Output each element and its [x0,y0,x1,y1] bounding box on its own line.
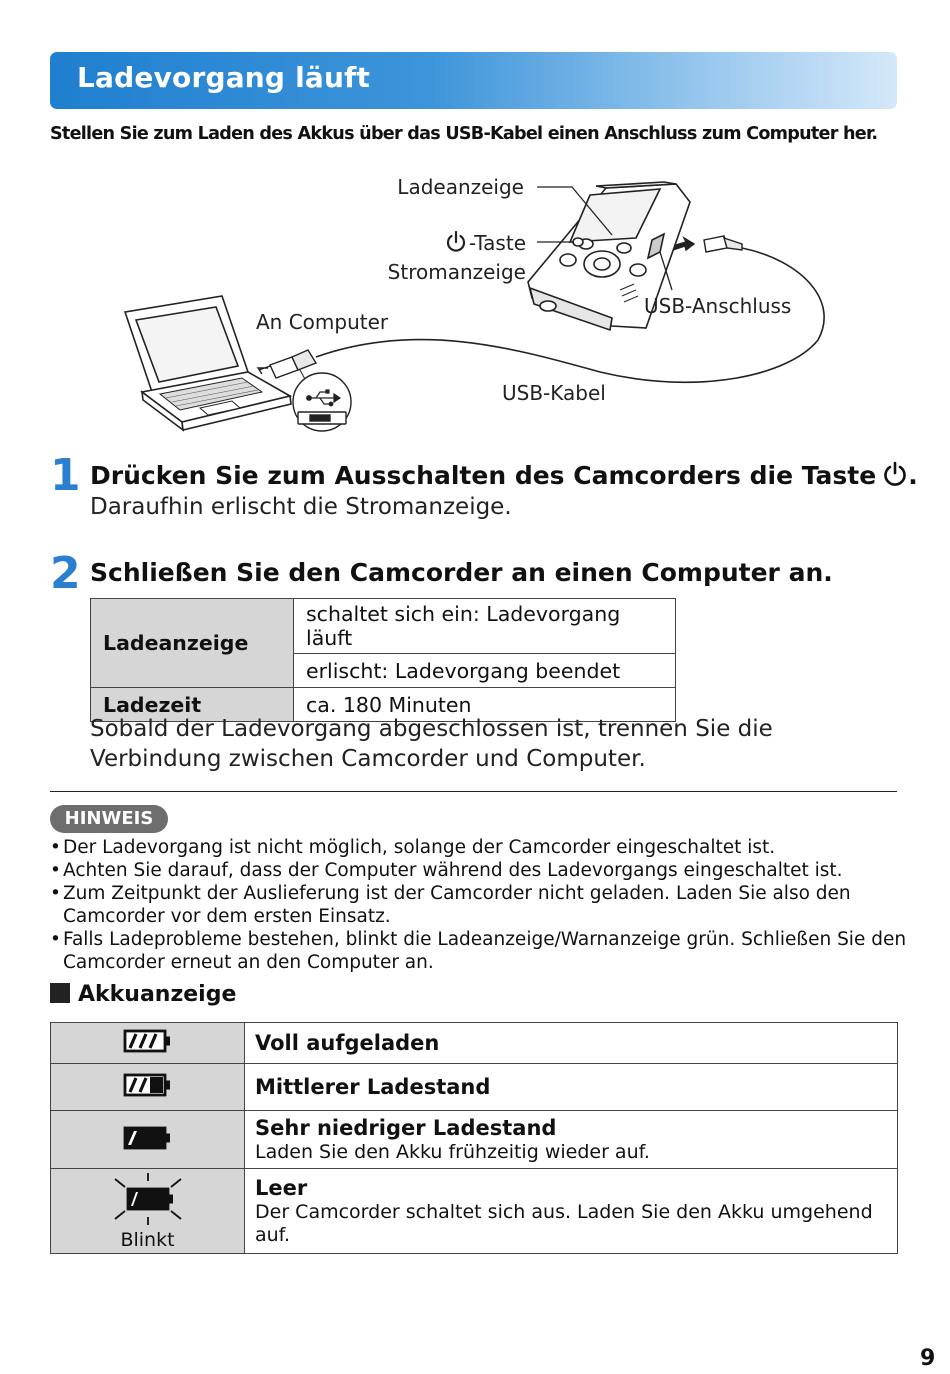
usb-symbol-callout [293,370,351,431]
battery-heading-text: Akkuanzeige [78,982,237,1007]
battery-state-title: Mittlerer Ladestand [255,1075,491,1099]
battery-medium-icon [123,1072,173,1098]
notes-list [50,836,910,974]
step-1-title-text: Drücken Sie zum Ausschalten des Camcorders die Taste [90,461,877,490]
label-to-computer: An Computer [256,310,389,334]
list-item: • Zum Zeitpunkt der Auslieferung ist der Camcorder nicht geladen. Laden Sie also den Camcorder vor dem ersten Einsatz. [50,882,910,928]
step-1-title [90,460,918,490]
label-power-button: -Taste [468,231,526,255]
charge-indicator-on: schaltet sich ein: Ladevorgang läuft [294,599,676,654]
square-bullet-icon [50,983,70,1003]
battery-indicator-table [50,1022,898,1254]
battery-icon-cell [51,1169,245,1254]
battery-desc-cell [245,1111,898,1169]
charge-indicator-label: Ladeanzeige [91,599,294,688]
label-usb-port: USB-Anschluss [644,294,792,318]
power-icon [882,460,908,488]
table-row [51,1169,898,1254]
step-2-number: 2 [50,548,81,599]
table-row [51,1064,898,1111]
page-title: Ladevorgang läuft [77,61,371,94]
section-header-bar [50,52,897,109]
table-row [91,599,676,654]
battery-icon-cell [51,1023,245,1064]
battery-desc-cell [245,1064,898,1111]
label-usb-cable: USB-Kabel [502,381,606,405]
usb-plug-camcorder [672,236,742,252]
battery-state-title: Voll aufgeladen [255,1031,440,1055]
usb-plug-laptop [258,350,316,378]
disconnect-instruction: Sobald der Ladevorgang abgeschlossen ist, trennen Sie die Verbindung zwischen Camcorder und Computer. [90,716,773,772]
list-item: • Der Ladevorgang ist nicht möglich, solange der Camcorder eingeschaltet ist. [50,836,910,859]
table-row [51,1023,898,1064]
step-1-title-end: . [908,461,918,490]
list-item: • Falls Ladeprobleme bestehen, blinkt die Ladeanzeige/Warnanzeige grün. Schließen Sie den Camcorder erneut an den Computer an. [50,928,910,974]
charge-time-value: ca. 180 Minuten [294,688,676,722]
charge-time-label: Ladezeit [91,688,294,722]
hinweis-badge: HINWEIS [50,805,168,833]
list-item: • Achten Sie darauf, dass der Computer während des Ladevorgangs eingeschaltet ist. [50,859,910,882]
battery-state-description: Der Camcorder schaltet sich aus. Laden Sie den Akku umgehend auf. [255,1201,873,1246]
blink-label: Blinkt [120,1229,175,1251]
battery-desc-cell [245,1023,898,1064]
section-divider [50,791,897,792]
label-charge-indicator: Ladeanzeige [397,175,524,199]
charge-info-table [90,598,676,722]
battery-desc-cell [245,1169,898,1254]
charge-indicator-off: erlischt: Ladevorgang beendet [294,654,676,688]
table-row [51,1111,898,1169]
step-2-title: Schließen Sie den Camcorder an einen Computer an. [90,558,833,587]
battery-state-title: Leer [255,1176,308,1200]
page-number: 9 [920,1346,936,1371]
battery-section-heading [50,982,236,1007]
step-1-number: 1 [50,450,81,501]
power-icon [448,232,464,251]
battery-full-icon [123,1028,173,1054]
step-1-description: Daraufhin erlischt die Stromanzeige. [90,494,512,520]
battery-low-icon [123,1125,173,1151]
battery-state-title: Sehr niedriger Ladestand [255,1116,557,1140]
battery-state-description: Laden Sie den Akku frühzeitig wieder auf. [255,1141,650,1163]
battery-icon-cell [51,1064,245,1111]
intro-text: Stellen Sie zum Laden des Akkus über das USB-Kabel einen Anschluss zum Computer her. [50,124,878,144]
battery-icon-cell [51,1111,245,1169]
label-power-lamp: Stromanzeige [387,260,526,284]
usb-connection-diagram [0,160,950,450]
battery-empty-blinking-icon [103,1171,193,1227]
